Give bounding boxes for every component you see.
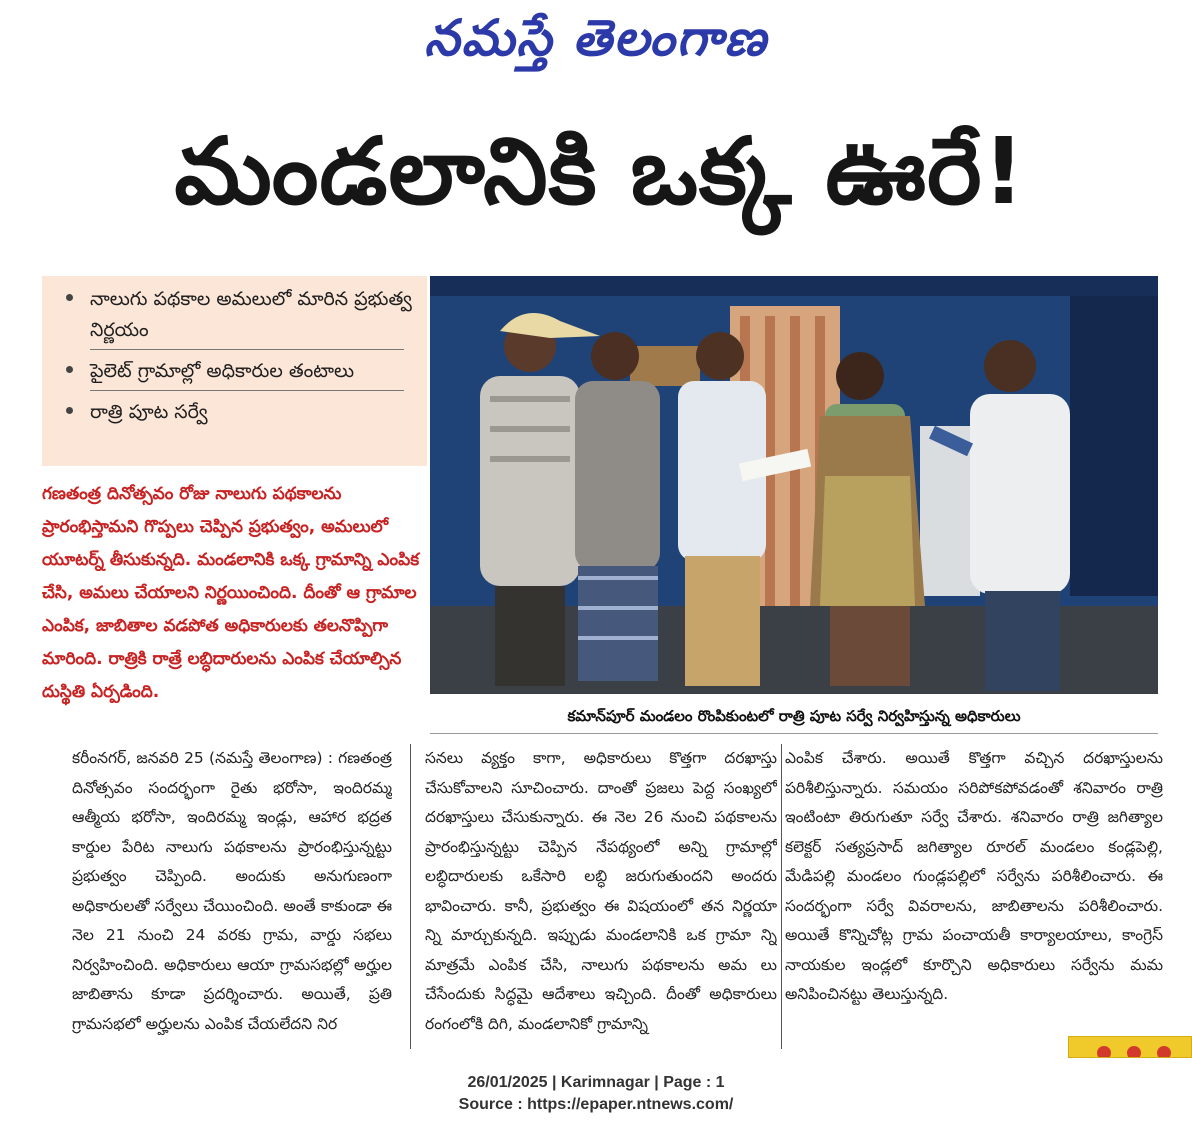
bullet-icon xyxy=(66,407,73,414)
caption-text: కమాన్‌పూర్ మండలం రొంపికుంటలో రాత్రి పూట సర్వే నిర్వహిస్తున్న అధికారులు xyxy=(567,707,1021,725)
footer xyxy=(0,1072,1192,1116)
masthead-logo: నమస్తే తెలంగాణ xyxy=(424,8,768,67)
ad-dot-icon xyxy=(1097,1046,1111,1058)
highlight-item xyxy=(64,397,417,428)
highlight-text: పైలెట్ గ్రామాల్లో అధికారుల తంటాలు xyxy=(90,360,355,382)
ad-dot-icon xyxy=(1127,1046,1141,1058)
corner-ad-strip xyxy=(1068,1036,1192,1058)
photo-scene xyxy=(430,276,1158,694)
highlight-item xyxy=(64,284,417,350)
column-text: ఎంపిక చేశారు. అయితే కొత్తగా వచ్చిన దరఖాస్తులను పరిశీలిస్తున్నారు. సమయం సరిపోకపోవడంతో శనివారం రాత్రి ఇంటింటా తిరుగుతూ సర్వే చేశారు. శనివారం రాత్రి జగిత్యాల కలెక్టర్ సత్యప్రసాద్ జగిత్యాల రూరల్ మండలం కండ్లపెల్లి, మేడిపల్లి మండలం గుండ్లపల్లిలో సర్వేను పరిశీలించారు. ఈ సందర్భంగా సర్వే వివరాలను, జాబితాలను పరిశీలించారు. అయితే కొన్నిచోట్ల గ్రామ పంచాయతీ కార్యాలయాలు, కాంగ్రెస్ నాయకుల ఇండ్లలో కూర్చొని అధికారులు సర్వేను మమ అనిపించినట్టు తెలుస్తున్నది. xyxy=(785,749,1163,1003)
column-text: కరీంనగర్, జనవరి 25 (నమస్తే తెలంగాణ) : గణతంత్ర దినోత్సవం సందర్భంగా రైతు భరోసా, ఇందిరమ్మ ఆత్మీయ భరోసా, ఇందిరమ్మ ఇండ్లు, ఆహార భద్రత కార్డుల పేరిట నాలుగు పథకాలను ప్రారంభిస్తున్నట్టు ప్రభుత్వం చెప్పింది. అందుకు అనుగుణంగా అధికారులతో సర్వేలు చేయించింది. అంతే కాకుండా ఈ నెల 21 నుంచి 24 వరకు గ్రామ, వార్డు సభలు నిర్వహించింది. అధికారులు ఆయా గ్రామసభల్లో అర్హుల జాబితాను కూడా ప్రదర్శించారు. అయితే, ప్రతి గ్రామసభలో అర్హులను ఎంపిక చేయలేదని నిర xyxy=(72,749,392,1033)
footer-date-edition: 26/01/2025 | Karimnagar | Page : 1 xyxy=(467,1074,725,1091)
column-divider xyxy=(410,744,411,1049)
lead-text: గణతంత్ర దినోత్సవం రోజు నాలుగు పథకాలను ప్రారంభిస్తామని గొప్పలు చెప్పిన ప్రభుత్వం, అమలులో యూటర్న్ తీసుకున్నది. మండలానికి ఒక్క గ్రామాన్ని ఎంపిక చేసి, అమలు చేయాలని నిర్ణయించింది. దీంతో ఆ గ్రామాల ఎంపిక, జాబితాల వడపోత అధికారులకు తలనొప్పిగా మారింది. రాత్రికి రాత్రే లబ్ధిదారులను ఎంపిక చేయాల్సిన దుస్థితి ఏర్పడింది. xyxy=(42,484,420,702)
column-divider xyxy=(781,744,782,1049)
headline-text: మండలానికి ఒక్క ఊరే! xyxy=(174,118,1026,225)
lead-paragraph xyxy=(42,478,424,743)
article-column-3 xyxy=(785,744,1163,1054)
masthead xyxy=(0,8,1192,78)
news-photo xyxy=(430,276,1158,694)
article-column-1 xyxy=(72,744,392,1054)
footer-source: Source : https://epaper.ntnews.com/ xyxy=(458,1096,734,1113)
highlight-text: రాత్రి పూట సర్వే xyxy=(90,401,208,423)
article-column-2 xyxy=(425,744,777,1054)
divider xyxy=(90,390,404,391)
divider xyxy=(90,349,404,350)
bullet-icon xyxy=(66,294,73,301)
photo-caption xyxy=(430,700,1158,734)
ad-dot-icon xyxy=(1157,1046,1171,1058)
highlight-item xyxy=(64,356,417,391)
column-text: సనలు వ్యక్తం కాగా, అధికారులు కొత్తగా దరఖాస్తు చేసుకోవాలని సూచించారు. దాంతో ప్రజలు పెద్ద సంఖ్యలో దరఖాస్తులు చేసుకున్నారు. ఈ నెల 26 నుంచి పథకాలను ప్రారంభిస్తున్నట్టు చెప్పిన నేపథ్యంలో అన్ని గ్రామాల్లో లబ్ధిదారులకు ఒకేసారి లబ్ధి జరుగుతుందని అందరు భావించారు. కానీ, ప్రభుత్వం ఈ విషయంలో తన నిర్ణయా న్ని మార్చుకున్నది. ఇప్పుడు మండలానికి ఒక గ్రామా న్ని మాత్రమే ఎంపిక చేసి, నాలుగు పథకాలను అమ లు చేసేందుకు సిద్ధమై ఆదేశాలు ఇచ్చింది. దీంతో అధికారులు రంగంలోకి దిగి, మండలానికో గ్రామాన్ని xyxy=(425,749,777,1033)
headline xyxy=(30,118,1170,258)
bullet-icon xyxy=(66,366,73,373)
highlights-box xyxy=(42,276,427,466)
highlight-text: నాలుగు పథకాల అమలులో మారిన ప్రభుత్వ నిర్ణయం xyxy=(90,288,412,341)
